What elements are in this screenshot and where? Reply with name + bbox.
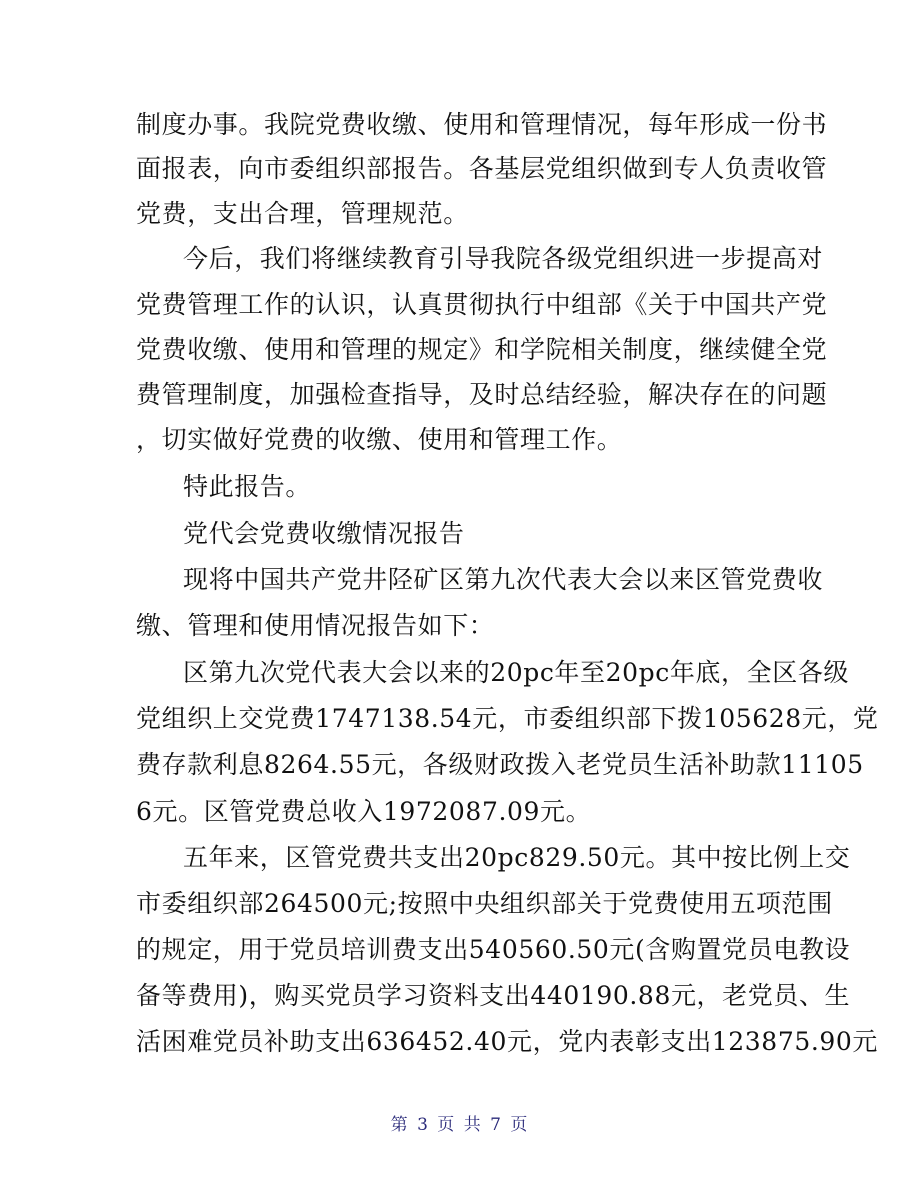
text-line: 特此报告。: [183, 472, 312, 501]
text-line: 备等费用)，购买党员学习资料支出440190.88元，老党员、生: [136, 981, 851, 1010]
text-line: 面报表，向市委组织部报告。各基层党组织做到专人负责收管: [136, 154, 828, 183]
text-line: 的规定，用于党员培训费支出540560.50元(含购置党员电教设: [136, 935, 851, 964]
text-line: 党费，支出合理，管理规范。: [136, 199, 469, 228]
section-heading: 党代会党费收缴情况报告: [183, 519, 465, 548]
page-number-footer: 第 3 页 共 7 页: [390, 1115, 530, 1135]
text-line: 活困难党员补助支出636452.40元，党内表彰支出123875.90元: [136, 1027, 878, 1056]
text-line: 市委组织部264500元;按照中央组织部关于党费使用五项范围: [136, 889, 833, 918]
text-line: 党费管理工作的认识，认真贯彻执行中组部《关于中国共产党: [136, 290, 828, 319]
text-line: 费管理制度，加强检查指导，及时总结经验，解决存在的问题: [136, 380, 828, 409]
text-line: 制度办事。我院党费收缴、使用和管理情况，每年形成一份书: [136, 110, 828, 139]
text-line: 费存款利息8264.55元，各级财政拨入老党员生活补助款11105: [136, 750, 864, 779]
text-line: ，切实做好党费的收缴、使用和管理工作。: [136, 425, 623, 454]
text-line: 缴、管理和使用情况报告如下：: [136, 611, 495, 640]
text-line: 现将中国共产党井陉矿区第九次代表大会以来区管党费收: [183, 565, 824, 594]
text-line: 五年来，区管党费共支出20pc829.50元。其中按比例上交: [183, 843, 851, 872]
text-line: 6元。区管党费总收入1972087.09元。: [136, 797, 592, 826]
text-line: 今后，我们将继续教育引导我院各级党组织进一步提高对: [183, 244, 824, 273]
text-line: 党组织上交党费1747138.54元，市委组织部下拨105628元，党: [136, 704, 879, 733]
text-line: 区第九次党代表大会以来的20pc年至20pc年底，全区各级: [183, 658, 850, 687]
text-line: 党费收缴、使用和管理的规定》和学院相关制度，继续健全党: [136, 335, 828, 364]
